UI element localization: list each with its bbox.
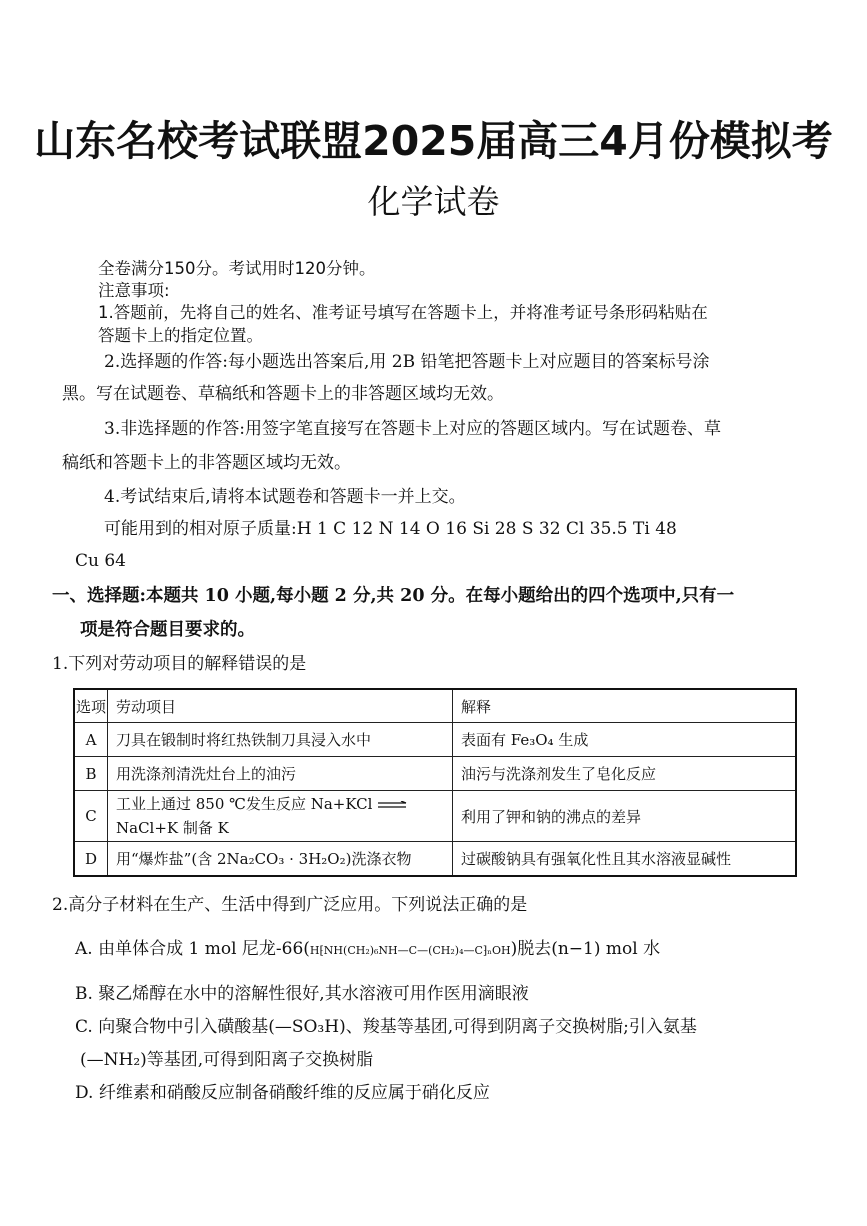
item-line1: 工业上通过 850 ℃发生反应 Na+KCl	[116, 795, 373, 813]
section1-heading-line2: 项是符合题目要求的。	[80, 620, 255, 640]
nylon-formula: H⁅NH(CH₂)₆NH—C—(CH₂)₄—C⁆ₙOH	[309, 944, 511, 957]
item-cell: 刀具在锻制时将红热铁制刀具浸入水中	[108, 723, 453, 757]
explain-cell: 利用了钾和钠的沸点的差异	[453, 791, 797, 842]
instruction-item3b: 稿纸和答题卡上的非答题区域均无效。	[62, 453, 351, 473]
option-cell: D	[74, 842, 108, 877]
instruction-item4: 4.考试结束后,请将本试题卷和答题卡一并上交。	[104, 487, 466, 507]
option-a-prefix: A. 由单体合成 1 mol 尼龙-66(	[75, 939, 310, 959]
item-cell: 用洗涤剂清洗灶台上的油污	[108, 757, 453, 791]
exam-title: 山东名校考试联盟2025届高三4月份模拟考	[34, 117, 833, 165]
instruction-item2a: 2.选择题的作答:每小题选出答案后,用 2B 铅笔把答题卡上对应题目的答案标号涂	[104, 352, 710, 372]
col-explain-header: 解释	[453, 689, 797, 723]
table-row	[74, 723, 796, 757]
q2-option-c-line1: C. 向聚合物中引入磺酸基(—SO₃H)、羧基等基团,可得到阴离子交换树脂;引入氨基	[75, 1017, 697, 1037]
q2-option-d: D. 纤维素和硝酸反应制备硝酸纤维的反应属于硝化反应	[75, 1083, 490, 1103]
atomic-mass-line1: 可能用到的相对原子质量:H 1 C 12 N 14 O 16 Si 28 S 32 Cl 35.5 Ti 48	[104, 519, 677, 539]
col-option-header: 选项	[74, 689, 108, 723]
option-cell: B	[74, 757, 108, 791]
explain-cell: 油污与洗涤剂发生了皂化反应	[453, 757, 797, 791]
table-row	[74, 842, 796, 877]
instruction-item1b: 答题卡上的指定位置。	[98, 326, 263, 345]
instruction-notice: 注意事项:	[98, 281, 170, 300]
equilibrium-icon	[377, 801, 407, 809]
atomic-mass-line2: Cu 64	[75, 551, 126, 571]
explain-cell: 过碳酸钠具有强氧化性且其水溶液显碱性	[453, 842, 797, 877]
q2-option-a	[75, 938, 660, 962]
table-row	[74, 791, 796, 842]
option-cell: A	[74, 723, 108, 757]
q2-option-b: B. 聚乙烯醇在水中的溶解性很好,其水溶液可用作医用滴眼液	[75, 984, 529, 1004]
instruction-item2b: 黑。写在试题卷、草稿纸和答题卡上的非答题区域均无效。	[62, 384, 504, 404]
item-line2: NaCl+K 制备 K	[116, 819, 229, 837]
instruction-score: 全卷满分150分。考试用时120分钟。	[98, 259, 376, 278]
item-cell: 用“爆炸盐”(含 2Na₂CO₃ · 3H₂O₂)洗涤衣物	[108, 842, 453, 877]
q2-option-c-line2: (—NH₂)等基团,可得到阳离子交换树脂	[80, 1050, 374, 1070]
instruction-item1a: 1.答题前，先将自己的姓名、准考证号填写在答题卡上，并将准考证号条形码粘贴在	[98, 303, 708, 322]
item-cell	[108, 791, 453, 842]
option-cell: C	[74, 791, 108, 842]
instruction-item3a: 3.非选择题的作答:用签字笔直接写在答题卡上对应的答题区域内。写在试题卷、草	[104, 419, 721, 439]
option-a-suffix: )脱去(n−1) mol 水	[510, 939, 661, 959]
section1-heading-line1: 一、选择题:本题共 10 小题,每小题 2 分,共 20 分。在每小题给出的四个选项中,只有一	[52, 586, 735, 606]
q2-stem: 2.高分子材料在生产、生活中得到广泛应用。下列说法正确的是	[52, 895, 528, 915]
table-header-row	[74, 689, 796, 723]
q1-table	[73, 688, 797, 877]
explain-cell: 表面有 Fe₃O₄ 生成	[453, 723, 797, 757]
col-item-header: 劳动项目	[108, 689, 453, 723]
q1-stem: 1.下列对劳动项目的解释错误的是	[52, 654, 307, 674]
table-row	[74, 757, 796, 791]
exam-subtitle: 化学试卷	[367, 182, 500, 221]
